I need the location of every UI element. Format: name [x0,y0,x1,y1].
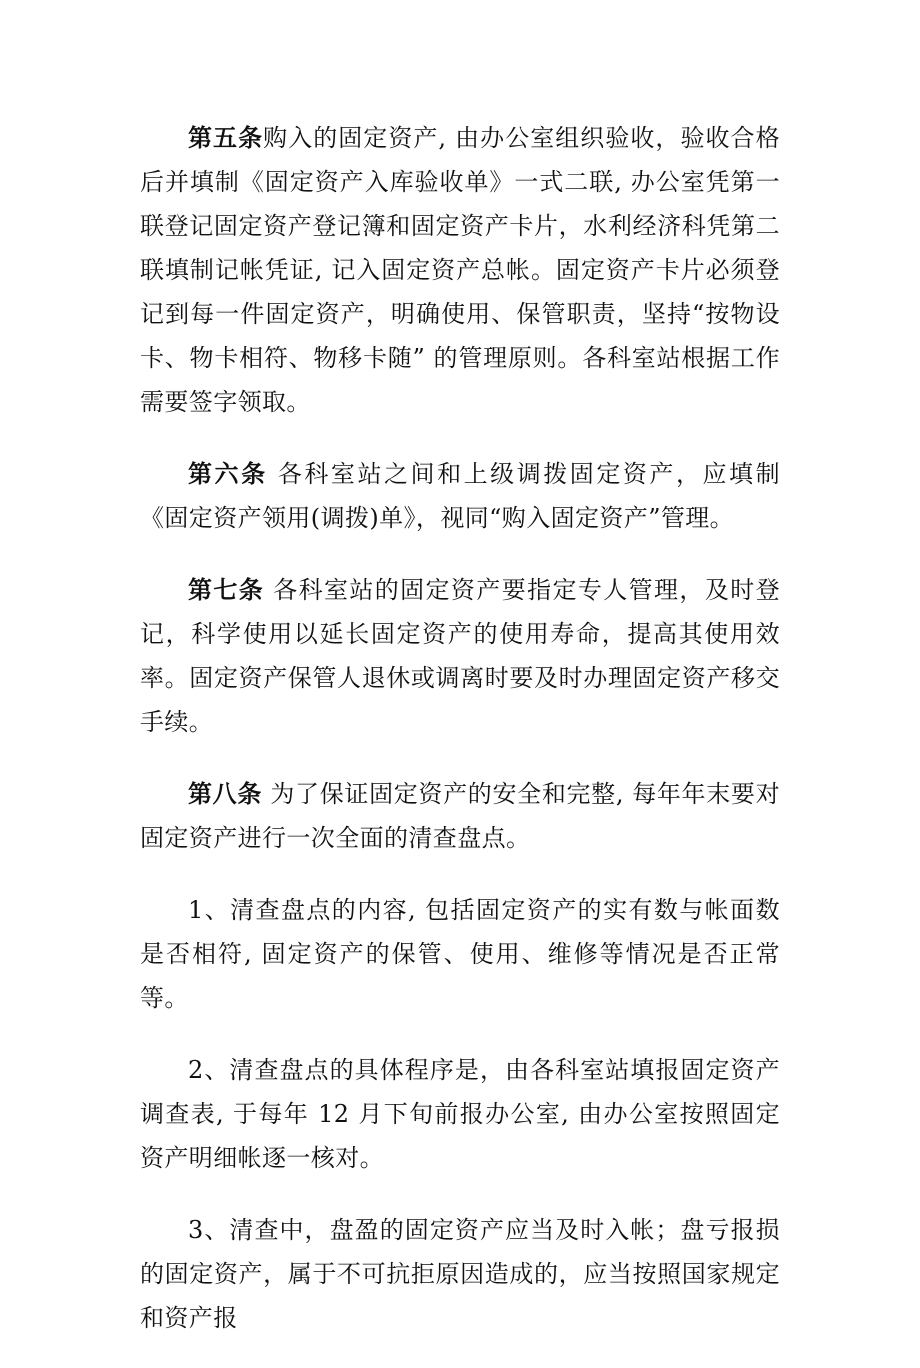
article-heading: 第七条 [188,575,265,604]
article-text: 为了保证固定资产的安全和完整, 每年年末要对固定资产进行一次全面的清查盘点。 [140,780,780,852]
item-text: 1、清查盘点的内容, 包括固定资产的实有数与帐面数是否相符, 固定资产的保管、使用、维修等情况是否正常等。 [140,896,780,1012]
item-2-paragraph [140,1048,780,1180]
item-1-paragraph [140,888,780,1020]
article-heading: 第五条 [188,123,264,152]
item-text: 3、清查中，盘盈的固定资产应当及时入帐；盘亏报损的固定资产，属于不可抗拒原因造成的，应当按照国家规定和资产报 [140,1216,780,1332]
article-text: 各科室站之间和上级调拨固定资产，应填制《固定资产领用(调拨)单》，视同“购入固定资产”管理。 [140,460,780,532]
article-6-paragraph [140,452,780,540]
document-body [140,116,780,1368]
item-text: 2、清查盘点的具体程序是，由各科室站填报固定资产调查表, 于每年 12 月下旬前报办公室, 由办公室按照固定资产明细帐逐一核对。 [140,1056,780,1172]
article-heading: 第八条 [188,779,263,808]
article-text: 购入的固定资产, 由办公室组织验收，验收合格后并填制《固定资产入库验收单》一式二联, 办公室凭第一联登记固定资产登记簿和固定资产卡片，水利经济科凭第二联填制记帐凭证, 记入固定资产总帐。固定资产卡片必须登记到每一件固定资产，明确使用、保管职责，坚持“按物设卡、物卡相符、物移卡随” 的管理原则。各科室站根据工作需要签字领取。 [140,124,780,416]
article-text: 各科室站的固定资产要指定专人管理，及时登记，科学使用以延长固定资产的使用寿命，提高其使用效率。固定资产保管人退休或调离时要及时办理固定资产移交手续。 [140,576,780,736]
article-8-paragraph [140,772,780,860]
article-5-paragraph [140,116,780,424]
item-3-paragraph [140,1208,780,1340]
article-7-paragraph [140,568,780,744]
article-heading: 第六条 [188,459,268,488]
